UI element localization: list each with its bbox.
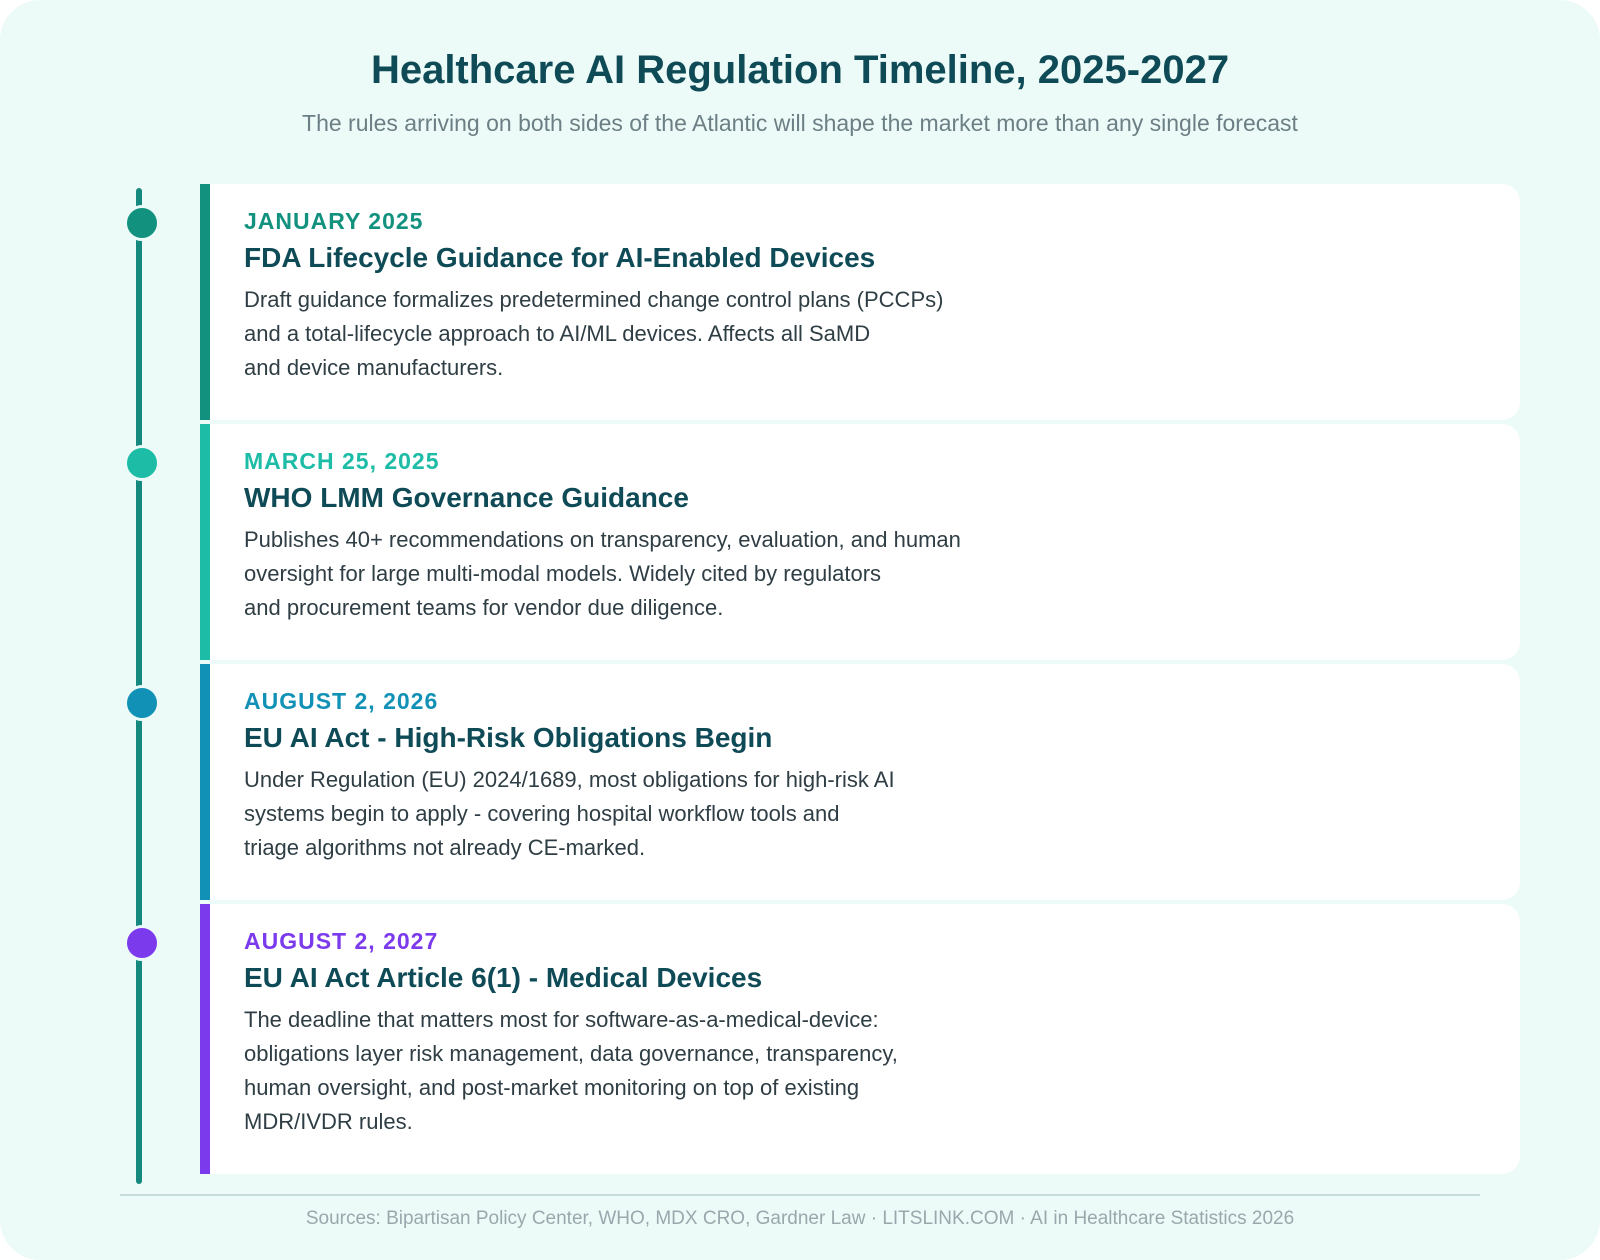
event-description (244, 523, 1064, 625)
event-description-line: triage algorithms not already CE-marked. (244, 835, 646, 860)
card-accent-bar (200, 664, 210, 900)
timeline-dot-2 (124, 445, 160, 481)
event-description-line: human oversight, and post-market monitoring on top of existing (244, 1075, 860, 1100)
event-description (244, 1003, 1064, 1139)
page-subtitle: The rules arriving on both sides of the Atlantic will shape the market more than any single forecast (302, 110, 1298, 136)
timeline-dot-4 (124, 925, 160, 961)
event-description-line: systems begin to apply - covering hospital workflow tools and (244, 801, 840, 826)
event-date: AUGUST 2, 2027 (244, 928, 439, 954)
event-date: JANUARY 2025 (244, 208, 424, 234)
event-description-line: and device manufacturers. (244, 355, 504, 380)
card-accent-bar (200, 184, 210, 420)
event-date: AUGUST 2, 2026 (244, 688, 439, 714)
card-accent-bar (200, 904, 210, 1174)
event-title: WHO LMM Governance Guidance (244, 482, 689, 513)
event-title: EU AI Act - High-Risk Obligations Begin (244, 722, 773, 753)
event-description-line: The deadline that matters most for software-as-a-medical-device: (244, 1007, 879, 1032)
event-title: FDA Lifecycle Guidance for AI-Enabled Devices (244, 242, 876, 273)
event-description-line: and procurement teams for vendor due diligence. (244, 595, 724, 620)
event-description (244, 283, 1064, 385)
event-description-line: Under Regulation (EU) 2024/1689, most obligations for high-risk AI (244, 767, 895, 792)
card-accent-bar (200, 424, 210, 660)
event-description-line: obligations layer risk management, data governance, transparency, (244, 1041, 898, 1066)
timeline-card-4 (200, 904, 1520, 1174)
event-description (244, 763, 1064, 865)
timeline-dot-1 (124, 205, 160, 241)
timeline-card-2 (200, 424, 1520, 660)
timeline-card-1 (200, 184, 1520, 420)
event-description-line: Publishes 40+ recommendations on transparency, evaluation, and human (244, 527, 961, 552)
footer-divider (120, 1194, 1480, 1196)
timeline-card-3 (200, 664, 1520, 900)
sources-footer: Sources: Bipartisan Policy Center, WHO, MDX CRO, Gardner Law · LITSLINK.COM · AI in Healthcare Statistics 2026 (305, 1208, 1295, 1229)
timeline-dot-3 (124, 685, 160, 721)
event-title: EU AI Act Article 6(1) - Medical Devices (244, 962, 763, 993)
event-date: MARCH 25, 2025 (244, 448, 440, 474)
event-description-line: oversight for large multi-modal models. Widely cited by regulators (244, 561, 882, 586)
event-description-line: and a total-lifecycle approach to AI/ML devices. Affects all SaMD (244, 321, 871, 346)
event-description-line: Draft guidance formalizes predetermined change control plans (PCCPs) (244, 287, 944, 312)
page-title: Healthcare AI Regulation Timeline, 2025-2027 (370, 48, 1230, 92)
event-description-line: MDR/IVDR rules. (244, 1109, 413, 1134)
